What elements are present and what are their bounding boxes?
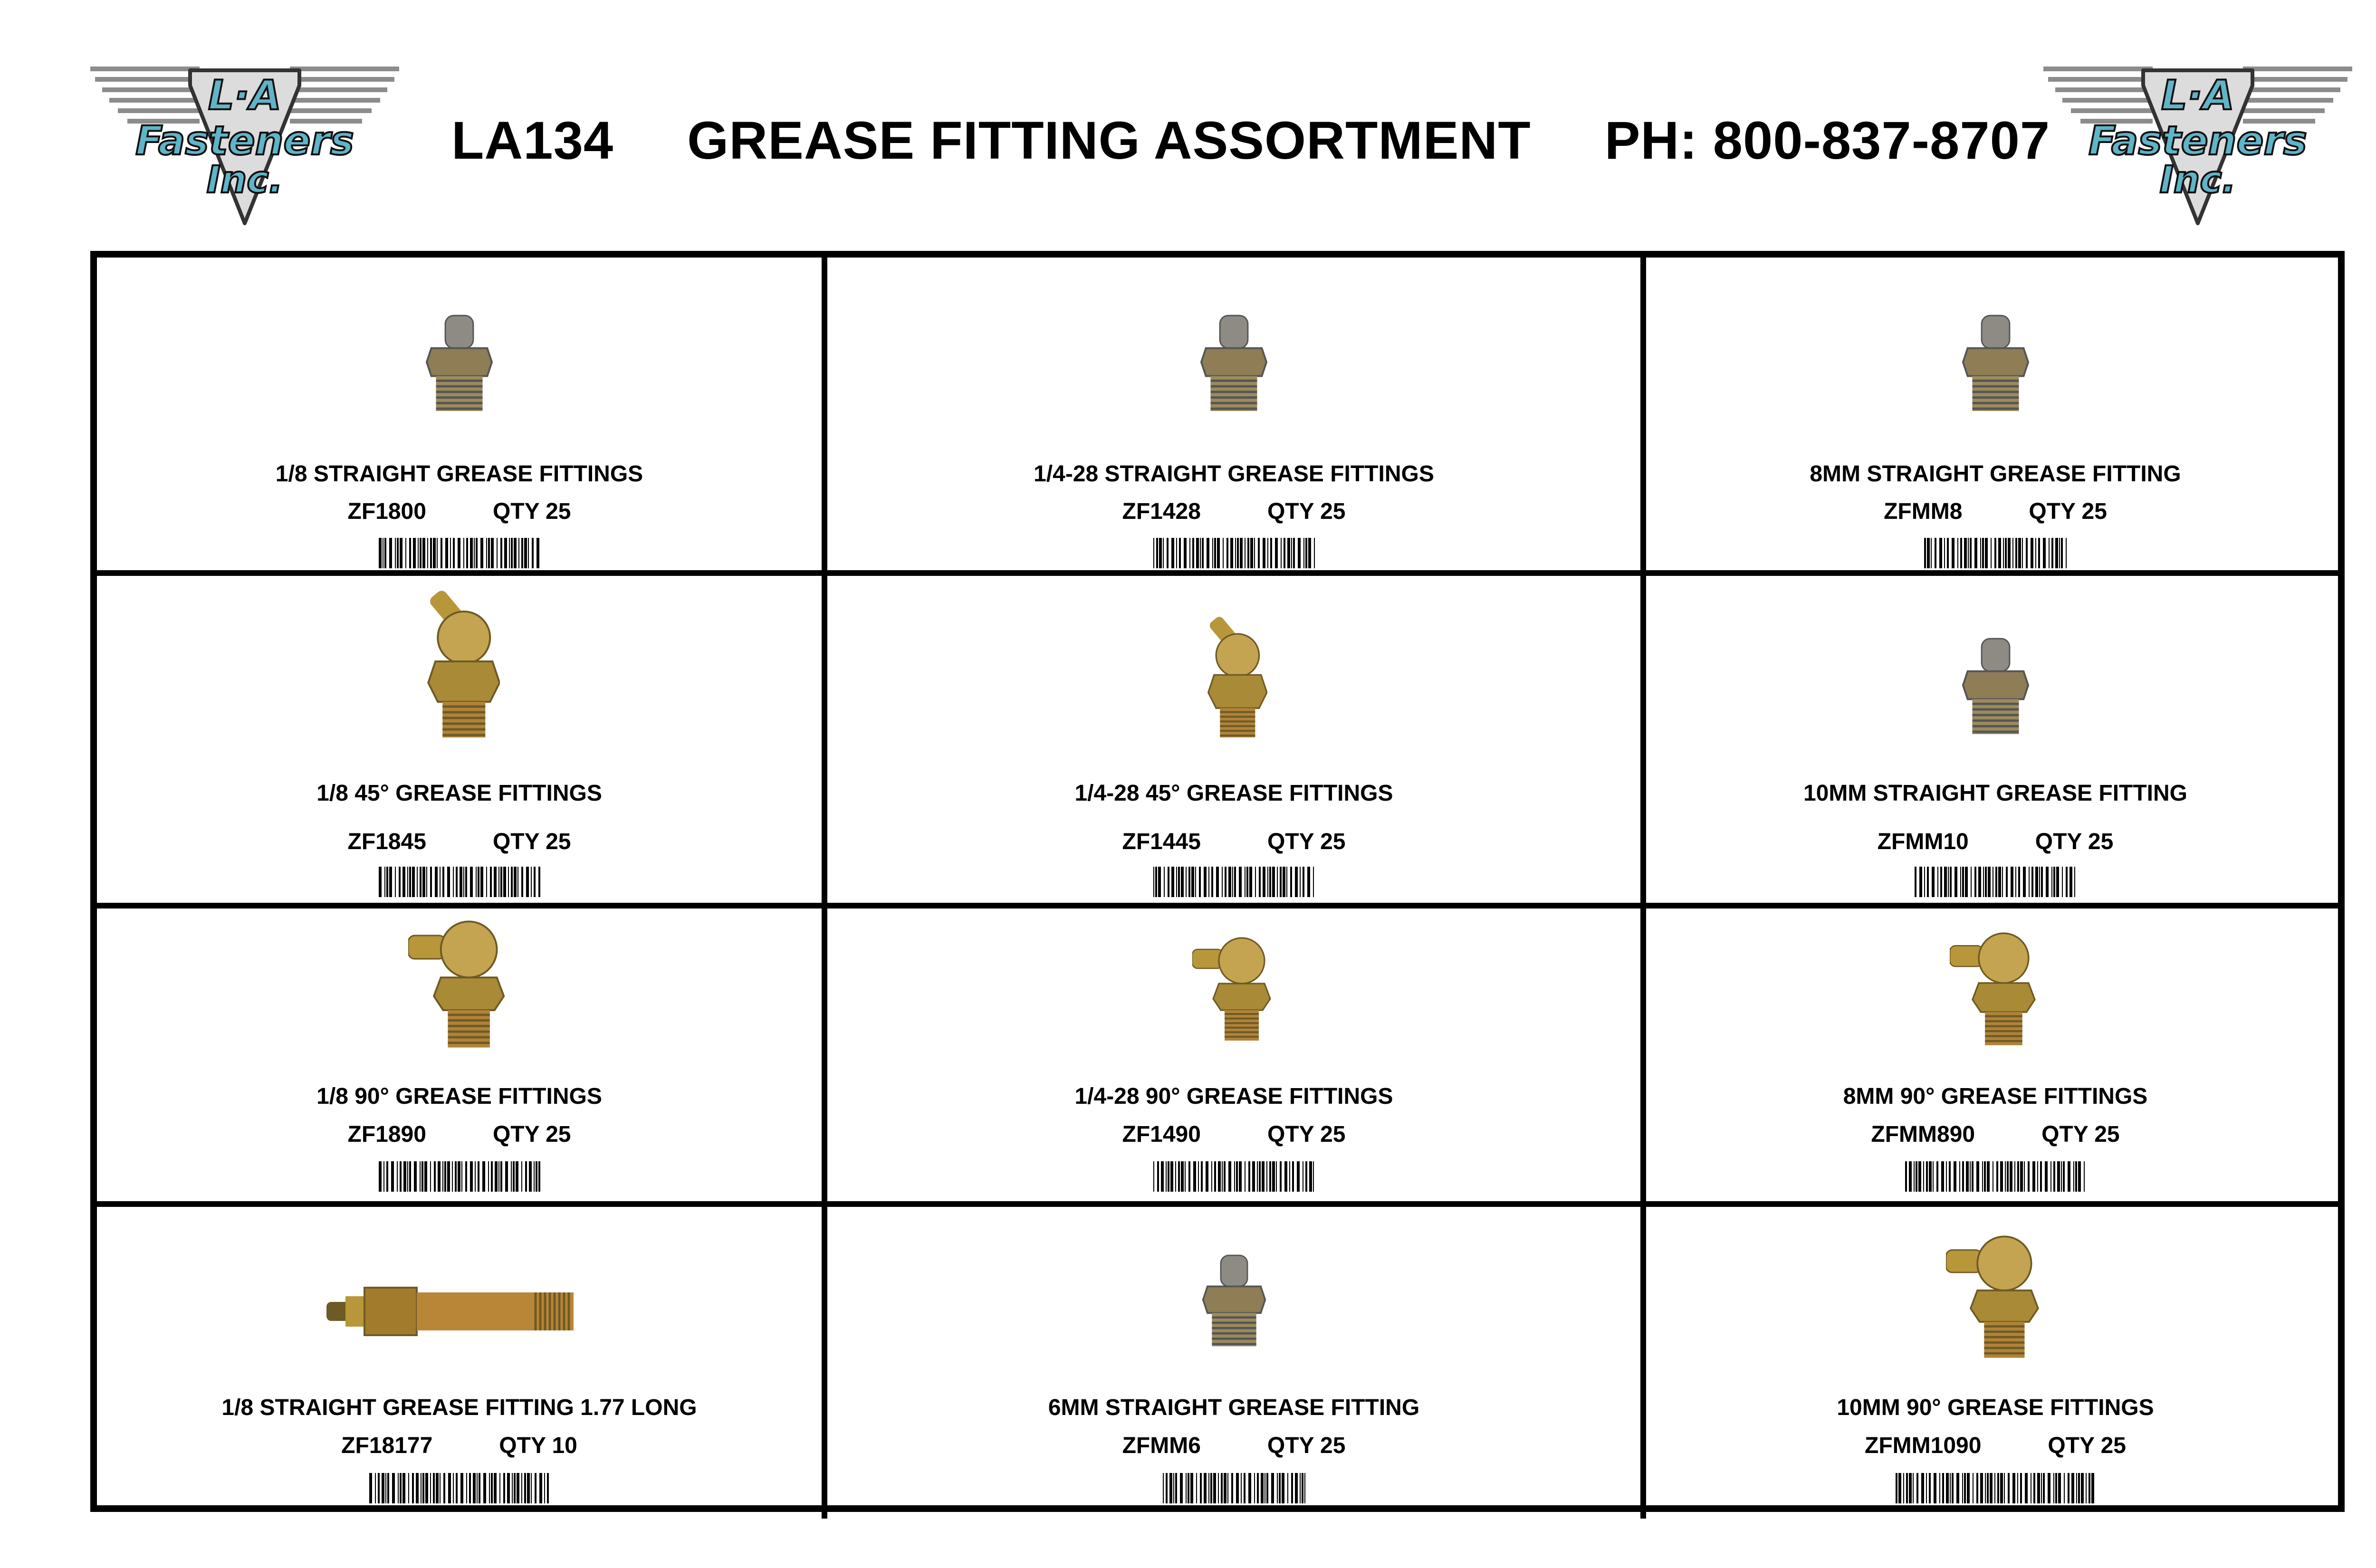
straight-fitting-icon — [1646, 315, 2345, 414]
product-info — [827, 829, 1640, 855]
quantity: QTY 10 — [499, 1433, 577, 1458]
barcode — [1646, 538, 2345, 568]
part-number: ZF1428 — [1122, 499, 1201, 524]
product-info — [827, 1121, 1640, 1147]
product-info — [1646, 829, 2345, 855]
product-name: 1/4-28 45° GREASE FITTINGS — [1074, 781, 1393, 806]
product-info — [97, 829, 822, 855]
product-cell — [97, 1207, 827, 1519]
barcode — [97, 1473, 822, 1503]
product-info — [827, 498, 1640, 525]
90-degree-fitting-icon — [1646, 1235, 2345, 1359]
product-info — [97, 498, 822, 525]
barcode — [827, 1473, 1640, 1503]
quantity: QTY 25 — [1267, 1122, 1346, 1147]
product-info — [1646, 1433, 2345, 1459]
phone-number: PH: 800-837-8707 — [1604, 110, 2050, 170]
product-grid — [90, 251, 2345, 1512]
90-degree-fitting-icon — [97, 920, 822, 1049]
product-name: 10MM 90° GREASE FITTINGS — [1837, 1395, 2154, 1420]
barcode — [827, 867, 1640, 897]
product-cell — [97, 908, 827, 1207]
part-number: ZF1845 — [347, 829, 426, 854]
svg-text:Inc.: Inc. — [206, 159, 283, 201]
product-name: 8MM STRAIGHT GREASE FITTING — [1810, 461, 2181, 487]
barcode — [97, 1161, 822, 1192]
company-logo-right — [2043, 67, 2352, 228]
product-cell — [827, 258, 1646, 576]
product-name: 1/4-28 STRAIGHT GREASE FITTINGS — [1034, 461, 1434, 487]
product-info — [1646, 498, 2345, 525]
quantity: QTY 25 — [492, 829, 571, 854]
product-cell — [1646, 258, 2345, 576]
product-name: 1/8 STRAIGHT GREASE FITTINGS — [275, 461, 643, 487]
svg-text:Fasteners: Fasteners — [135, 117, 354, 164]
part-number: ZFMM890 — [1871, 1122, 1975, 1147]
barcode — [97, 867, 822, 897]
quantity: QTY 25 — [1267, 1433, 1346, 1458]
part-number: ZFMM8 — [1884, 499, 1963, 524]
part-number: ZFMM10 — [1877, 829, 1969, 854]
45-degree-fitting-icon — [827, 616, 1640, 737]
quantity: QTY 25 — [2035, 829, 2114, 854]
quantity: QTY 25 — [2048, 1433, 2126, 1458]
product-cell — [1646, 1207, 2345, 1519]
product-name: 8MM 90° GREASE FITTINGS — [1843, 1084, 2148, 1109]
quantity: QTY 25 — [1267, 829, 1346, 854]
product-cell — [1646, 908, 2345, 1207]
product-info — [97, 1433, 822, 1459]
part-number: ZF18177 — [341, 1433, 433, 1458]
company-logo-left — [90, 67, 399, 228]
svg-text:L·A: L·A — [2161, 72, 2235, 119]
part-number: ZFMM6 — [1122, 1433, 1201, 1458]
part-number: ZF1800 — [347, 499, 426, 524]
product-name: 1/4-28 90° GREASE FITTINGS — [1074, 1084, 1393, 1109]
45-degree-fitting-icon — [97, 590, 822, 737]
quantity: QTY 25 — [1267, 499, 1346, 524]
straight-fitting-icon — [827, 1254, 1640, 1349]
quantity: QTY 25 — [492, 1122, 571, 1147]
svg-text:Fasteners: Fasteners — [2089, 117, 2307, 164]
product-info — [1646, 1121, 2345, 1147]
product-name: 1/8 90° GREASE FITTINGS — [316, 1084, 602, 1109]
barcode — [827, 538, 1640, 568]
svg-text:Inc.: Inc. — [2159, 159, 2236, 201]
product-cell — [97, 576, 827, 908]
product-info — [97, 1121, 822, 1147]
straight-fitting-icon — [827, 315, 1640, 414]
product-cell — [827, 576, 1646, 908]
barcode — [1646, 867, 2345, 897]
product-info — [827, 1433, 1640, 1459]
product-cell — [1646, 576, 2345, 908]
barcode — [97, 538, 822, 568]
quantity: QTY 25 — [492, 499, 571, 524]
product-name: 10MM STRAIGHT GREASE FITTING — [1803, 781, 2188, 806]
barcode — [1646, 1473, 2345, 1503]
long-straight-fitting-icon — [97, 1273, 822, 1349]
90-degree-fitting-icon — [1646, 932, 2345, 1046]
product-name: 1/8 STRAIGHT GREASE FITTING 1.77 LONG — [221, 1395, 697, 1420]
product-name: 1/8 45° GREASE FITTINGS — [316, 781, 602, 806]
quantity: QTY 25 — [2029, 499, 2107, 524]
part-number: ZF1890 — [347, 1122, 426, 1147]
product-name: 6MM STRAIGHT GREASE FITTING — [1048, 1395, 1420, 1420]
page-header — [451, 97, 2050, 183]
part-number: ZF1490 — [1122, 1122, 1201, 1147]
straight-fitting-icon — [97, 315, 822, 414]
barcode — [1646, 1161, 2345, 1192]
part-number: ZF1445 — [1122, 829, 1201, 854]
svg-text:L·A: L·A — [208, 72, 282, 119]
quantity: QTY 25 — [2041, 1122, 2120, 1147]
part-number: ZFMM1090 — [1865, 1433, 1982, 1458]
straight-fitting-icon — [1646, 638, 2345, 737]
product-cell — [827, 908, 1646, 1207]
product-cell — [827, 1207, 1646, 1519]
barcode — [827, 1161, 1640, 1192]
assortment-code: LA134 — [451, 110, 614, 170]
page-title: GREASE FITTING ASSORTMENT — [687, 110, 1531, 170]
90-degree-fitting-icon — [827, 937, 1640, 1042]
product-cell — [97, 258, 827, 576]
